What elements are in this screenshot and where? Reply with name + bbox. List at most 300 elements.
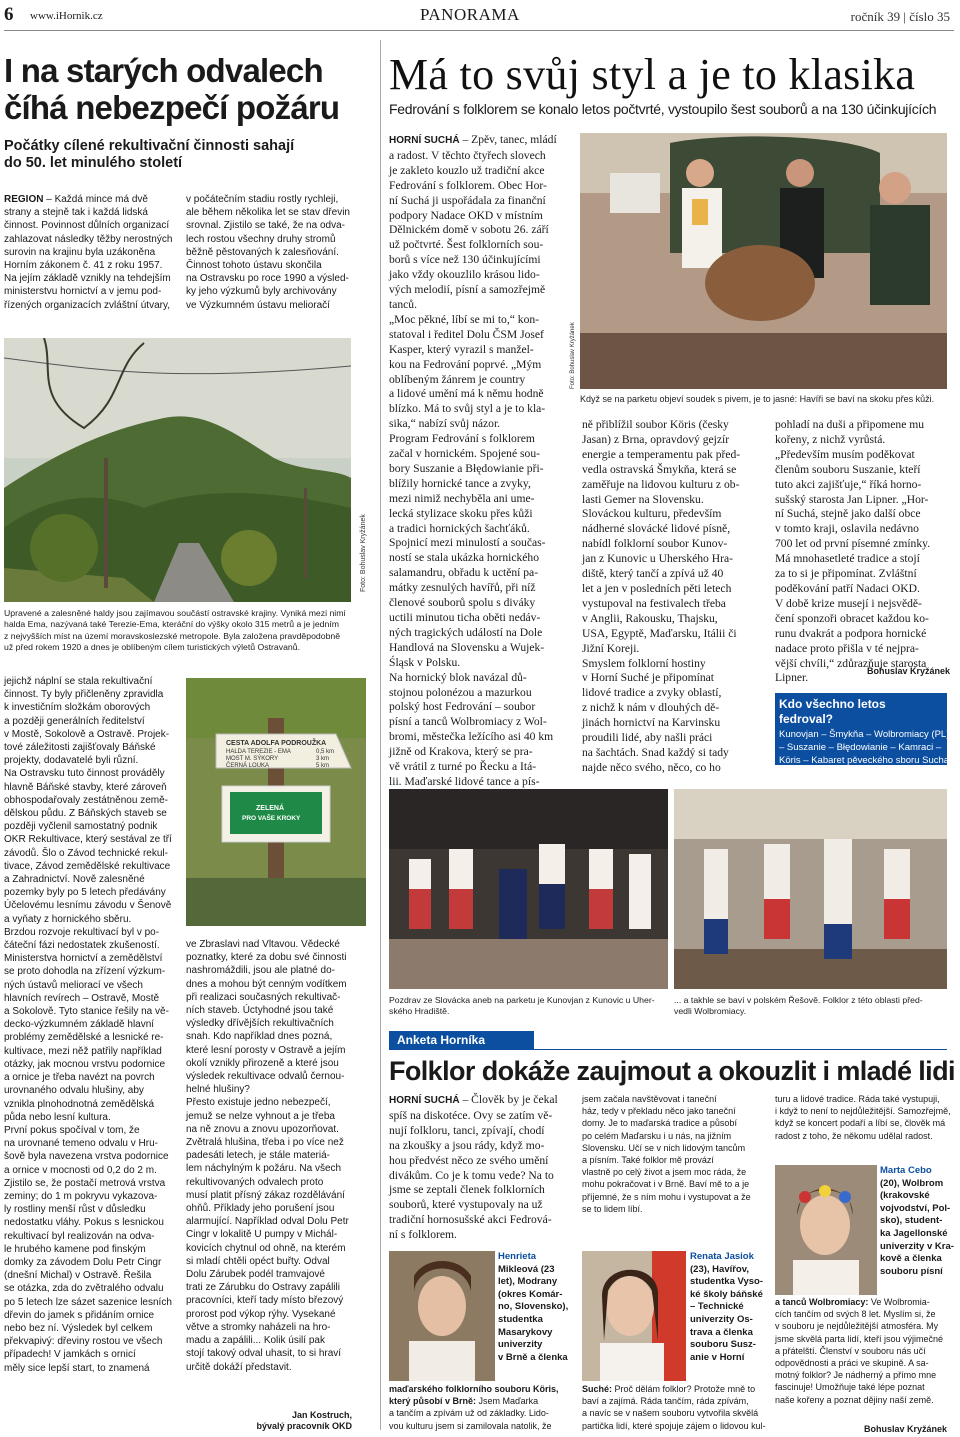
body-col1-lines bbox=[4, 675, 180, 1362]
text-line: a vyňaty z hornického sběru. bbox=[4, 913, 132, 925]
text-line: a tradici hornických šachťáků. bbox=[389, 521, 530, 535]
text-line: univerzity Os- bbox=[690, 1313, 753, 1325]
renata-answer bbox=[582, 1383, 764, 1432]
photo-credit-beer: Foto: Bohuslav Kryžánek bbox=[570, 322, 576, 389]
text-line: a Sokolově. Tyto stanice řešily na vě- bbox=[4, 1006, 169, 1018]
headline-line2: číhá nebezpečí požáru bbox=[4, 89, 340, 126]
renata-portrait bbox=[582, 1251, 686, 1381]
text-line: dělskou půdu. Z Báňských staveb se bbox=[4, 808, 167, 820]
text-line: problémy zemědělské a lesnické re- bbox=[4, 1032, 164, 1044]
text-line: případech! V jamkách s ornicí bbox=[4, 1349, 136, 1361]
text-line: je zakleto kouzlo už tradiční akce bbox=[389, 163, 545, 177]
text-line: jsme skvělá parta lidí, kteří jsou výjimečné bbox=[775, 1333, 944, 1344]
body-col2-lines bbox=[186, 938, 366, 1374]
participants-box-lines bbox=[779, 728, 950, 767]
text-line: vou kulturu jsem si zamilovala natolik, že bbox=[389, 1420, 552, 1431]
marta-answer bbox=[775, 1296, 957, 1406]
text-line: vystupoval na festivalech třeba bbox=[582, 596, 726, 610]
text-line: srovnal. Zjistilo se také, že na odva- bbox=[186, 220, 345, 232]
text-line: sušský starosta Jan Lipner. „Hor- bbox=[775, 492, 929, 506]
renata-answer-lines bbox=[582, 1383, 764, 1432]
text-line: cích tančím od svých 8 let. Myslím si, že bbox=[775, 1309, 936, 1320]
text-line: jemuž se nelze vyhnout a je třeba bbox=[186, 1110, 335, 1122]
page-header bbox=[0, 0, 960, 30]
text-line: Horním zákonem č. 41 z roku 1957. bbox=[4, 260, 163, 272]
text-line: Slováckou kulturu, především bbox=[582, 507, 722, 521]
text-line: dnes a mohou být cenným vodítkem bbox=[186, 978, 347, 990]
text-line: vznikla plnohodnotná zemědělská bbox=[4, 1098, 155, 1110]
landscape-caption bbox=[4, 608, 380, 653]
text-line: trati ze Zárubku do Ostravy zapálili bbox=[186, 1282, 340, 1294]
text-line: Brzdou rozvoje rekultivací byl v po- bbox=[4, 926, 160, 938]
column-divider bbox=[380, 40, 381, 1430]
text-line: studentka Vyso- bbox=[690, 1276, 764, 1288]
text-line: jsem začala navštěvovat i taneční bbox=[582, 1094, 717, 1104]
text-line: už počtvrté. Šest folklorních sou- bbox=[389, 238, 544, 252]
survey-col3-lines bbox=[775, 1093, 951, 1142]
marta-answer-lines bbox=[775, 1296, 957, 1406]
text-line: souboru písní bbox=[880, 1265, 943, 1277]
photo-credit-landscape: Foto: Bohuslav Kryžánek bbox=[360, 514, 367, 592]
text-line: k investičním složkám oborových bbox=[4, 702, 151, 714]
renata-info bbox=[690, 1251, 770, 1364]
sign-dist-2: 3 km bbox=[316, 756, 330, 762]
text-line: i když to není to nejdůležitější. Samozřejmě, bbox=[775, 1106, 951, 1117]
text-line: surovin na krajinu byla uzákoněna bbox=[4, 246, 156, 258]
text-line: ně přiblížil soubor Köris (česky bbox=[582, 418, 729, 431]
text-line: spíš na diskotéce. Ovy se zatím vě- bbox=[389, 1108, 553, 1122]
text-line: stojnou polonézou a mazurkou bbox=[389, 685, 532, 699]
text-line: poděkování patří Nadaci OKD. bbox=[775, 581, 920, 595]
text-line: si mladí chtěli opéct buřty. Odval bbox=[186, 1255, 330, 1267]
text-line: lech rostou všechny druhy stromů bbox=[186, 233, 336, 245]
text-line: na urovnané temeno odvalu v Hru- bbox=[4, 1138, 158, 1150]
body-last-line: měly sice lepší start, to znamená bbox=[4, 1362, 150, 1374]
text-line: činnost. Povinnost důlních organizací bbox=[4, 220, 170, 232]
text-line: mezi nimiž nechyběla ani ume- bbox=[389, 491, 535, 505]
text-line: sika,“ nabízí svůj názor. bbox=[389, 417, 501, 431]
text-line: Účelovému lesnímu závodu v Šenově bbox=[4, 900, 172, 912]
landscape-photo bbox=[4, 338, 351, 602]
text-line: šově byla navezena vrstva podornice bbox=[4, 1151, 169, 1163]
text-line: v počátečním stadiu rostly rychleji, bbox=[186, 194, 339, 205]
text-line: proudili lidé, aby našli práci bbox=[582, 731, 713, 745]
text-line: jako vždy okouzlilo krásou lido- bbox=[389, 268, 540, 282]
text-line: no, Slovensko), bbox=[498, 1301, 569, 1313]
text-line: anie v Horní bbox=[690, 1351, 745, 1363]
text-line: rekultivací byl realizován na odva- bbox=[4, 1230, 155, 1242]
wolbromiacy-caption bbox=[674, 995, 947, 1018]
text-line: na zkoušky a jsou rády, když mo- bbox=[389, 1138, 545, 1152]
sign-photo bbox=[186, 678, 366, 926]
text-line: Upravené a zalesněné haldy jsou zajímavou součástí ostravské krajiny. Vyniká mezi nimi bbox=[4, 608, 346, 618]
text-line: už před rokem 1920 a dnes je oblíbeným cílem turistických výletů Ostravanů. bbox=[4, 641, 300, 652]
text-line: zaměřuje na lidovou kulturu z ob- bbox=[582, 477, 740, 491]
henrieta-name: Henrieta bbox=[498, 1251, 537, 1262]
text-line: výsledky dřívějších rekultivačních bbox=[186, 1018, 334, 1030]
text-line: Kunovjan – Šmykňa – Wolbromiacy (PL) bbox=[779, 729, 950, 740]
text-line: snah. Kdo například dnes pozná, bbox=[186, 1031, 333, 1043]
right-subheadline: Fedrování s folklorem se konalo letos počtvrté, vystoupilo šest souborů a na 130 účinkujících bbox=[389, 101, 937, 117]
text-line: „Především musím poděkovat bbox=[775, 447, 915, 461]
text-line: Spojnicí mezi minulostí a součas- bbox=[389, 536, 546, 550]
text-line: zahlazovat následky těžby nerostných bbox=[4, 233, 173, 245]
text-line: strany a stejně tak i každá lidská bbox=[4, 207, 148, 219]
text-line: kovicích chytnul od ohně, na kterém bbox=[186, 1242, 346, 1254]
sign-line-2: HALDA TEREZIE - EMA bbox=[226, 749, 291, 755]
henrieta-answer-lines bbox=[389, 1383, 571, 1432]
header-rule bbox=[4, 30, 954, 31]
text-line: a přátelští. Členství v souboru nás učí bbox=[775, 1345, 926, 1356]
text-line: na Ostravsku po roce 1990 a výsled- bbox=[186, 273, 349, 285]
text-line: a písním. Také folklor mě provází bbox=[582, 1155, 714, 1166]
text-line: lecká stylizace skoku přes kůži bbox=[389, 506, 533, 520]
text-line: tuto akci zajišťuje,“ říká horno- bbox=[775, 477, 922, 491]
text-line: hou předvést něco ze svého umění bbox=[389, 1153, 549, 1167]
text-line: runu dvakrát a podpora hornické bbox=[775, 626, 927, 640]
text-line: ale během několika let se stav dřevin bbox=[186, 207, 350, 219]
text-line: Köris – Kabaret pěveckého sboru Sucha bbox=[779, 755, 950, 766]
text-line: ministerstvu hornictví a v jemu pod- bbox=[4, 286, 162, 298]
text-line: najde něco svého, něco, co ho bbox=[582, 760, 721, 774]
sign-line-4: ČERNÁ LOUKA bbox=[226, 763, 270, 769]
text-line: Činnost tohoto ústavu skončila bbox=[186, 260, 322, 272]
lead-column-2 bbox=[186, 193, 366, 312]
text-line: nedostatku vláhy. Pokus s lesnickou bbox=[4, 1217, 164, 1229]
text-line: oblíbeným žánrem je country bbox=[389, 372, 526, 386]
text-line: blízko. Má to svůj styl a je to kla- bbox=[389, 402, 546, 416]
text-line: decko-výzkumném základě hlavní bbox=[4, 1019, 155, 1031]
marta-portrait bbox=[775, 1165, 877, 1295]
text-line: helné hlušiny? bbox=[186, 1084, 250, 1096]
text-line: 700 let od první písemné zmínky. bbox=[775, 537, 931, 551]
text-line: Má mnohasetleté tradice a stojí bbox=[775, 552, 920, 566]
text-line: projekty, dodavatelé byli různí. bbox=[4, 755, 139, 767]
text-line: urovnaného odvalu hlušiny, aby bbox=[4, 1085, 144, 1097]
text-line: musí platit přísný zákaz rozdělávání bbox=[186, 1189, 345, 1201]
text-line: uctili minutou ticha oběti nedáv- bbox=[389, 611, 541, 624]
issue-info: ročník 39 | číslo 35 bbox=[850, 9, 950, 24]
text-line: Jasan) z Brna, opravdový gejzír bbox=[582, 432, 730, 446]
left-article bbox=[4, 52, 376, 172]
text-line: pracovníci, kteří tady místo březový bbox=[186, 1295, 344, 1307]
text-line: bromi, městečka ležícího asi 40 km bbox=[389, 730, 554, 744]
text-line: – Technické bbox=[690, 1301, 744, 1313]
text-line: okolí vznikly přirozeně a které jsou bbox=[186, 1057, 339, 1069]
text-line: baví a zajímá. Ráda tančím, ráda zpívám, bbox=[582, 1396, 749, 1407]
text-line: nadace proto přišla v té nejpra- bbox=[775, 641, 919, 655]
text-line: na ně znovu a znovu upozorňovat. bbox=[186, 1123, 339, 1135]
body-column-1 bbox=[4, 675, 180, 1375]
text-line: se proto dohodla na zřízení výzkum- bbox=[4, 966, 166, 978]
text-line: vojvodství, Pol- bbox=[880, 1202, 951, 1214]
text-line: zeminy; do 1 m pokryvu vykazova- bbox=[4, 1190, 158, 1202]
text-line: ve Zbraslavi nad Vltavou. Vědecké bbox=[186, 939, 340, 950]
right-author: Bohuslav Kryžánek bbox=[866, 666, 950, 676]
text-line: příjemné, že s ním mohu i vystupovat a že bbox=[582, 1191, 751, 1202]
text-line: činnost. Ty byly přičleněny zpravidla bbox=[4, 689, 164, 701]
text-line: vých melodií, písní a samozřejmě bbox=[389, 283, 546, 297]
text-line: po 5 letech lze sázet sazenice lesních bbox=[4, 1296, 172, 1308]
text-line: ných ústavů meliorací ve všech bbox=[4, 979, 143, 991]
text-line: souborů, které vystupovaly na už bbox=[389, 1198, 543, 1212]
text-line: ohňů. Příklady jeho porušení jsou bbox=[186, 1203, 335, 1215]
sign-green-2: PRO VAŠE KROKY bbox=[242, 815, 301, 822]
sign-line-3: MOST M. SÝKORY bbox=[226, 756, 279, 762]
text-line: kou na Fedrování poprvé. „Mým bbox=[389, 357, 542, 371]
text-line: nabídl folklorní soubor Kunov- bbox=[582, 537, 728, 551]
text-line: motný folklor? Je nádherný a přímo mne bbox=[775, 1370, 937, 1381]
wolbromiacy-photo bbox=[674, 789, 947, 989]
text-line: (20), Wolbrom bbox=[880, 1177, 944, 1189]
text-line: ka Jagellonské bbox=[880, 1227, 948, 1239]
text-line: ních staveb. Úctyhodné jsou také bbox=[186, 1005, 334, 1017]
text-line: a tanců Wolbromiacy: Ve Wolbromia- bbox=[775, 1297, 930, 1307]
text-line: turu a lidové tradice. Ráda také vystupuji, bbox=[775, 1094, 940, 1104]
text-line: ní Suchá ji uspořádala za finanční bbox=[389, 193, 546, 207]
text-line: lem náchylným k požáru. Na všech bbox=[186, 1163, 342, 1175]
text-line: ského Hradiště. bbox=[389, 1006, 450, 1017]
text-line: výsledek rekultivace odvalů černou- bbox=[186, 1071, 345, 1083]
text-line: nebo bez ní. Výsledek byl celkem bbox=[4, 1322, 153, 1334]
text-line: jejichž náplní se stala rekultivační bbox=[4, 676, 153, 687]
text-line: a Zahradnictví. Nově zalesněné bbox=[4, 874, 145, 886]
text-line: a navíc se v našem souboru vytvořila skvělá bbox=[582, 1408, 759, 1419]
text-line: padesáti letech, je stále materiá- bbox=[186, 1150, 330, 1162]
text-line: se otázka, zda do zvětralého odvalu bbox=[4, 1283, 164, 1295]
wolbromiacy-dance-image bbox=[674, 789, 947, 989]
text-line: a později generálních ředitelství bbox=[4, 715, 145, 727]
text-line: Lipner. bbox=[775, 671, 809, 685]
right-col-2 bbox=[582, 418, 758, 776]
text-line: nádherné slovácké lidové písně, bbox=[582, 522, 731, 536]
text-line: nashromáždili, jsou ale platné do- bbox=[186, 965, 335, 977]
text-line: ných tragických událostí na Dole bbox=[389, 625, 543, 639]
text-line: pozemky byly po 5 letech předávány bbox=[4, 887, 166, 899]
text-line: Přesto existuje jedno nebezpečí, bbox=[186, 1097, 331, 1109]
text-line: Masarykovy bbox=[498, 1326, 553, 1338]
text-line: tradiční hornosušské akci Fedrová- bbox=[389, 1213, 552, 1227]
text-line: ní s folklorem. bbox=[389, 1228, 457, 1242]
beer-caption: Když se na parketu objeví soudek s pivem, je to jasné: Havíři se baví na skoku přes kůži. bbox=[580, 394, 935, 404]
text-line: polský host Fedrování – soubor bbox=[389, 700, 536, 714]
text-line: určitě dokáží představit. bbox=[186, 1361, 292, 1373]
text-line: čení sponzoři obracet každou ko- bbox=[775, 611, 929, 625]
text-line: písní a tanců Wolbromiacy z Wol- bbox=[389, 715, 547, 729]
survey-headline: Folklor dokáže zaujmout a okouzlit i mladé lidi bbox=[389, 1056, 955, 1086]
lead-col2-lines bbox=[186, 193, 366, 312]
right-col2-lines bbox=[582, 418, 758, 776]
henrieta-info bbox=[498, 1251, 578, 1364]
henrieta-lines bbox=[498, 1264, 578, 1365]
text-line: mohu pokračovat i v Brně. Baví mě to a je bbox=[582, 1179, 750, 1190]
slovacko-photo bbox=[389, 789, 668, 989]
text-line: První pokus spočíval v tom, že bbox=[4, 1124, 140, 1136]
text-line: „Moc pěkné, líbí se mi to,“ kon- bbox=[389, 312, 540, 326]
text-line: lasti Gemer na Slovensku. bbox=[582, 492, 704, 506]
henrieta-photo bbox=[389, 1251, 495, 1381]
participants-box bbox=[775, 693, 950, 766]
text-line: dřevin do jamek s přidáním ornice bbox=[4, 1309, 155, 1321]
text-line: a ornice v mocnosti od 0,2 do 2 m. bbox=[4, 1164, 157, 1176]
text-line: ve Výzkumném ústavu melioračí bbox=[186, 299, 330, 311]
right-headline: Má to svůj styl a je to klasika bbox=[389, 50, 916, 99]
text-line: v tomto kraji, oslavila nedávno bbox=[775, 522, 919, 536]
text-line: USA, Egyptě, Maďarsku, Itálii či bbox=[582, 626, 737, 640]
text-line: kově a členka bbox=[880, 1253, 942, 1265]
text-line: Handlová na Slovensku a Wujek- bbox=[389, 640, 545, 654]
text-line: Cingr v lokalitě U pumpy v Michál- bbox=[186, 1229, 338, 1241]
text-line: bory Suszanie a Błędowianie při- bbox=[389, 461, 544, 475]
text-line: REGION – Každá mince má dvě bbox=[4, 194, 148, 205]
survey-rule bbox=[534, 1049, 947, 1050]
text-line: běžně pěstovaných k zalesňování. bbox=[186, 246, 339, 258]
text-line: diště, který tančí a zpívá už 40 bbox=[582, 567, 724, 581]
survey-intro-lines bbox=[389, 1093, 569, 1243]
marta-lines bbox=[880, 1178, 952, 1279]
text-line: vlastně po celý život a jsem moc ráda, že bbox=[582, 1167, 747, 1178]
subheadline-line2: do 50. let minulého století bbox=[4, 155, 183, 171]
text-line: které lesní porosty v Ostravě a jejím bbox=[186, 1044, 346, 1056]
text-line: odpovědnosti a práci ve skupině. A sa- bbox=[775, 1358, 929, 1369]
text-line: ké školy báňské bbox=[690, 1288, 763, 1300]
text-line: lidové tradice a zvyky oblastí, bbox=[582, 686, 722, 700]
text-line: tové záležitosti zajišťovaly Báňské bbox=[4, 742, 156, 754]
text-line: alarmující. Například odval Dolu Petr bbox=[186, 1216, 349, 1228]
miners-beer-image bbox=[580, 133, 947, 389]
text-line: za to si je připomínat. Zvláštní bbox=[775, 567, 917, 581]
author-role: bývalý pracovník OKD bbox=[256, 1421, 352, 1431]
text-line: půda nebo lesní kultura. bbox=[4, 1111, 111, 1123]
text-line: studentka bbox=[498, 1313, 543, 1325]
text-line: se to lidem líbí. bbox=[582, 1203, 643, 1214]
text-line: tivace, Závod zemědělské rekultivace bbox=[4, 860, 171, 872]
text-line: Mikleová (23 bbox=[498, 1263, 555, 1275]
renata-lines bbox=[690, 1264, 770, 1365]
body-column-2 bbox=[186, 938, 366, 1374]
text-line: trava a členka bbox=[690, 1326, 753, 1338]
text-line: a tančím a zpívám už od základky. Lido- bbox=[389, 1408, 549, 1419]
text-line: blížily hornické tance a zvyky, bbox=[389, 476, 531, 490]
text-line: z nichž k nám v dlouhých dě- bbox=[582, 701, 720, 715]
text-line: stojí takový odval uhasit, to si hraví bbox=[186, 1348, 342, 1360]
lead-col1-lines bbox=[4, 193, 180, 312]
text-line: hlavně Báňské stavby, které zároveň bbox=[4, 781, 167, 793]
text-line: po celém Maďarsku i u nás, na jižním bbox=[582, 1130, 732, 1141]
sign-line-1: CESTA ADOLFA PODROUŽKA bbox=[226, 740, 327, 747]
text-line: v Anglii, Rakousku, Thajsku, bbox=[582, 611, 718, 625]
text-line: HORNÍ SUCHÁ – Člověk by je čekal bbox=[389, 1093, 558, 1106]
text-line: rekultivovaných odvalech proto bbox=[186, 1176, 324, 1188]
kunovjan-dance-image bbox=[389, 789, 668, 989]
lead-column-1 bbox=[4, 193, 180, 312]
text-line: partička lidí, které spojuje zájem o lidovou kul- bbox=[582, 1420, 766, 1431]
text-line: sko), student- bbox=[880, 1215, 943, 1227]
text-line: Na jejím základě vznikly na tehdejším bbox=[4, 273, 171, 285]
text-line: pohladí na duši a připomene mu bbox=[775, 418, 925, 431]
text-line: Fedrování s folklorem. Obec Hor- bbox=[389, 178, 547, 192]
text-line: energie a temperamentu pak před- bbox=[582, 447, 741, 461]
text-line: borů s více než 130 účinkujícími bbox=[389, 253, 541, 267]
text-line: Dělnickém domě v sobotu 26. září bbox=[389, 223, 549, 237]
text-line: domy. Je to maďarská tradice a působí bbox=[582, 1118, 737, 1129]
text-line: z nejvyšších míst na území moravskoslezské metropole. Byla založena pravděpodobně bbox=[4, 630, 341, 641]
text-line: vedla ostravská Šmykňa, která se bbox=[582, 462, 737, 476]
renata-photo bbox=[582, 1251, 686, 1381]
text-line: vedli Wolbromiacy. bbox=[674, 1006, 747, 1017]
text-line: (krakovské bbox=[880, 1190, 930, 1202]
text-line: naše kořeny a poznat dějiny naší země. bbox=[775, 1394, 934, 1405]
text-line: Program Fedrování s folklorem bbox=[389, 432, 535, 446]
text-line: nují folkloru, tanci, zpívají, chodí bbox=[389, 1123, 545, 1137]
slovacko-caption bbox=[389, 995, 669, 1018]
text-line: který působí v Brně: Jsem Maďarka bbox=[389, 1396, 539, 1407]
text-line: Dolu Zárubek podél tramvajové bbox=[186, 1269, 325, 1281]
text-line: tanců. bbox=[389, 297, 418, 311]
author-name: Jan Kostruch, bbox=[291, 1410, 352, 1420]
survey-label: Anketa Horníka bbox=[389, 1031, 534, 1050]
text-line: divákům. Co je k tomu vede? Na to bbox=[389, 1168, 554, 1182]
text-line: kořeny, z nichž vyrůstá. bbox=[775, 432, 886, 446]
henrieta-answer bbox=[389, 1383, 571, 1432]
henrieta-portrait bbox=[389, 1251, 495, 1381]
text-line: a lidové umění má k němu hodně bbox=[389, 387, 544, 401]
text-line: ly rostliny menší růst v důsledku bbox=[4, 1204, 146, 1216]
headline-line1: I na starých odvalech bbox=[4, 52, 323, 89]
text-line: univerzity bbox=[498, 1339, 543, 1351]
text-line: madu a zapálili... Kolik úsilí pak bbox=[186, 1335, 325, 1347]
text-line: vější chvíli,“ zdůrazňuje starosta bbox=[775, 656, 927, 670]
text-line: Jižní Koreji. bbox=[582, 641, 640, 655]
text-line: ky jeho výzkumů byly archivovány bbox=[186, 286, 337, 298]
right-col1-lines bbox=[389, 133, 569, 790]
text-line: lii. Maďarské lidové tance a pís- bbox=[389, 774, 540, 788]
text-line: ností se stala ukázka hornického bbox=[389, 551, 540, 565]
text-line: radost z toho, že někomu udělal radost. bbox=[775, 1130, 933, 1141]
text-line: Ministerstva hornictví a zemědělství bbox=[4, 953, 163, 965]
text-line: Śląsk v Polsku. bbox=[389, 655, 461, 669]
text-line: a ornice je třeba navézt na povrch bbox=[4, 1072, 155, 1084]
marta-name: Marta Cebo bbox=[880, 1165, 932, 1176]
survey-col3-top bbox=[775, 1093, 951, 1142]
text-line: jižně od Krakova, který se pra- bbox=[389, 745, 533, 759]
text-line: OKR Rekultivace, který sestával ze tří bbox=[4, 834, 172, 846]
text-line: let), Modrany bbox=[498, 1276, 558, 1288]
beer-photo bbox=[580, 133, 947, 389]
text-line: halda Ema, nazývaná také Terezie-Ema, kteráční do výšky okolo 315 metrů a je jedním bbox=[4, 619, 339, 630]
text-line: statoval i ředitel Dolu ČSM Josef bbox=[389, 327, 544, 341]
text-line: začal v hornickém. Spojené sou- bbox=[389, 447, 540, 461]
text-line: v Mostě, Sokolově a Ostravě. Projek- bbox=[4, 728, 170, 740]
text-line: fascinuje! Umožňuje také lépe poznat bbox=[775, 1382, 925, 1393]
text-line: když se koncert podaří a líbí se, člověk má bbox=[775, 1118, 946, 1129]
text-line: le hrubého kamene pod finským bbox=[4, 1243, 146, 1255]
text-line: (23), Havířov, bbox=[690, 1263, 749, 1275]
sign-dist-1: 0,5 km bbox=[316, 749, 335, 755]
text-line: při realizaci současných rekultivač- bbox=[186, 991, 341, 1003]
text-line: V době krize musejí i nejsvědě- bbox=[775, 596, 922, 610]
survey-intro bbox=[389, 1093, 569, 1243]
text-line: Na Ostravsku tuto činnost prováděly bbox=[4, 768, 165, 780]
subheadline-line1: Počátky cílené rekultivační činnosti sahají bbox=[4, 138, 295, 154]
page-number: 6 bbox=[4, 4, 14, 25]
text-line: hlavních revírech – Ostravě, Mostě bbox=[4, 992, 160, 1004]
right-col-3 bbox=[775, 418, 951, 686]
text-line: Suché: Proč dělám folklor? Protože mně to bbox=[582, 1384, 756, 1394]
text-line: let a jen v posledních pěti letech bbox=[582, 581, 732, 595]
text-line: ní Suchá, stejně jako další obce bbox=[775, 507, 921, 521]
text-line: otázky, jak mocnou vrstvu podornice bbox=[4, 1058, 166, 1070]
